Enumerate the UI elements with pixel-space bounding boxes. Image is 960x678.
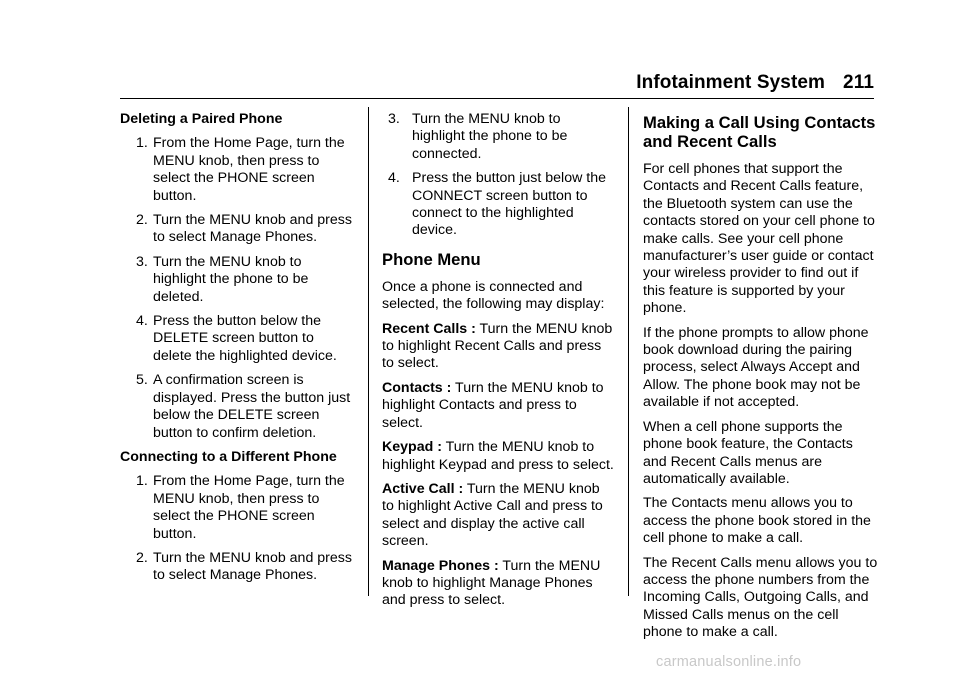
step-text: Press the button just below the CONNECT screen button to connect to the highlighted device. [412,170,607,239]
connecting-steps-list [129,473,356,584]
menu-item-keypad [382,439,614,474]
page-header [636,72,874,94]
list-item [129,473,356,543]
list-item [129,550,356,585]
term-description: Turn the MENU knob to highlight Keypad and press to select. [382,439,614,473]
term-description: Turn the MENU knob to highlight Contacts and press to select. [382,379,604,431]
step-number: 1. [136,473,148,490]
step-text: From the Home Page, turn the MENU knob, then press to select the PHONE screen button. [153,135,345,204]
list-item [129,372,356,442]
step-number: 1. [136,135,148,152]
page-number: 211 [843,72,874,93]
term-description: Turn the MENU knob to highlight Recent Calls and press to select. [382,320,613,372]
paragraph: When a cell phone supports the phone book feature, the Contacts and Recent Calls menus are automatically available. [643,418,853,487]
step-number: 4. [388,170,400,187]
connecting-steps-continued [382,111,614,240]
step-number: 3. [136,253,148,270]
step-text: Turn the MENU knob to highlight the phone to be deleted. [153,253,309,305]
list-item [382,170,614,240]
step-number: 2. [136,549,148,566]
menu-item-active-call [382,481,614,551]
list-item [129,212,356,247]
list-item [129,313,356,365]
step-text: From the Home Page, turn the MENU knob, then press to select the PHONE screen button. [153,473,345,542]
step-text: Turn the MENU knob and press to select Manage Phones. [153,212,352,246]
list-item [382,111,614,163]
menu-item-manage-phones [382,558,614,610]
watermark: carmanualsonline.info [656,654,802,670]
step-number: 3. [388,111,400,127]
section-title: Infotainment System [636,72,826,93]
term-description: Turn the MENU knob to highlight Active Call and press to select and display the active call screen. [382,480,603,550]
column-3 [643,111,879,649]
subheading-connecting-different-phone: Connecting to a Different Phone [120,448,337,465]
step-text: Turn the MENU knob to highlight the phone to be connected. [412,111,568,162]
deleting-steps-list [129,135,356,442]
menu-item-recent-calls [382,321,614,373]
paragraph: The Contacts menu allows you to access the phone book stored in the cell phone to make a call. [643,495,871,547]
subheading-deleting-paired-phone: Deleting a Paired Phone [120,111,283,127]
list-item [129,254,356,306]
heading-phone-menu: Phone Menu [382,249,481,269]
step-text: A confirmation screen is displayed. Press the button just below the DELETE screen button to confirm deletion. [153,372,351,441]
column-divider-2 [628,107,629,596]
paragraph: The Recent Calls menu allows you to access the phone numbers from the Incoming Calls, Outgoing Calls, and Missed Calls menus on the cell phone to make a call. [643,554,878,641]
list-item [129,135,356,205]
menu-item-contacts [382,380,614,432]
step-number: 2. [136,212,148,229]
term-label: Active Call : [382,480,464,497]
paragraph: If the phone prompts to allow phone book download during the pairing process, select Always Accept and Allow. The phone book may not be available if not accepted. [643,324,869,411]
term-label: Keypad : [382,439,442,456]
term-description: Turn the MENU knob to highlight Manage Phones and press to select. [382,557,601,609]
paragraph: For cell phones that support the Contacts and Recent Calls feature, the Bluetooth system can use the contacts stored on your cell phone to make calls. See your cell phone manufacturer’s user guide or contact your wireless provider to find out if this feature is supported by your phone. [643,161,875,317]
step-number: 4. [136,313,148,330]
column-divider-1 [368,107,369,596]
step-text: Turn the MENU knob and press to select Manage Phones. [153,549,352,584]
phone-menu-intro: Once a phone is connected and selected, the following may display: [382,278,605,313]
term-label: Contacts : [382,379,452,396]
column-1 [120,111,356,592]
step-text: Press the button below the DELETE screen button to delete the highlighted device. [153,313,337,364]
term-label: Recent Calls : [382,320,476,337]
column-2 [382,111,614,617]
step-number: 5. [136,372,148,389]
heading-making-call: Making a Call Using Contacts and Recent Calls [643,113,876,151]
term-label: Manage Phones : [382,557,499,574]
header-divider [120,98,874,99]
